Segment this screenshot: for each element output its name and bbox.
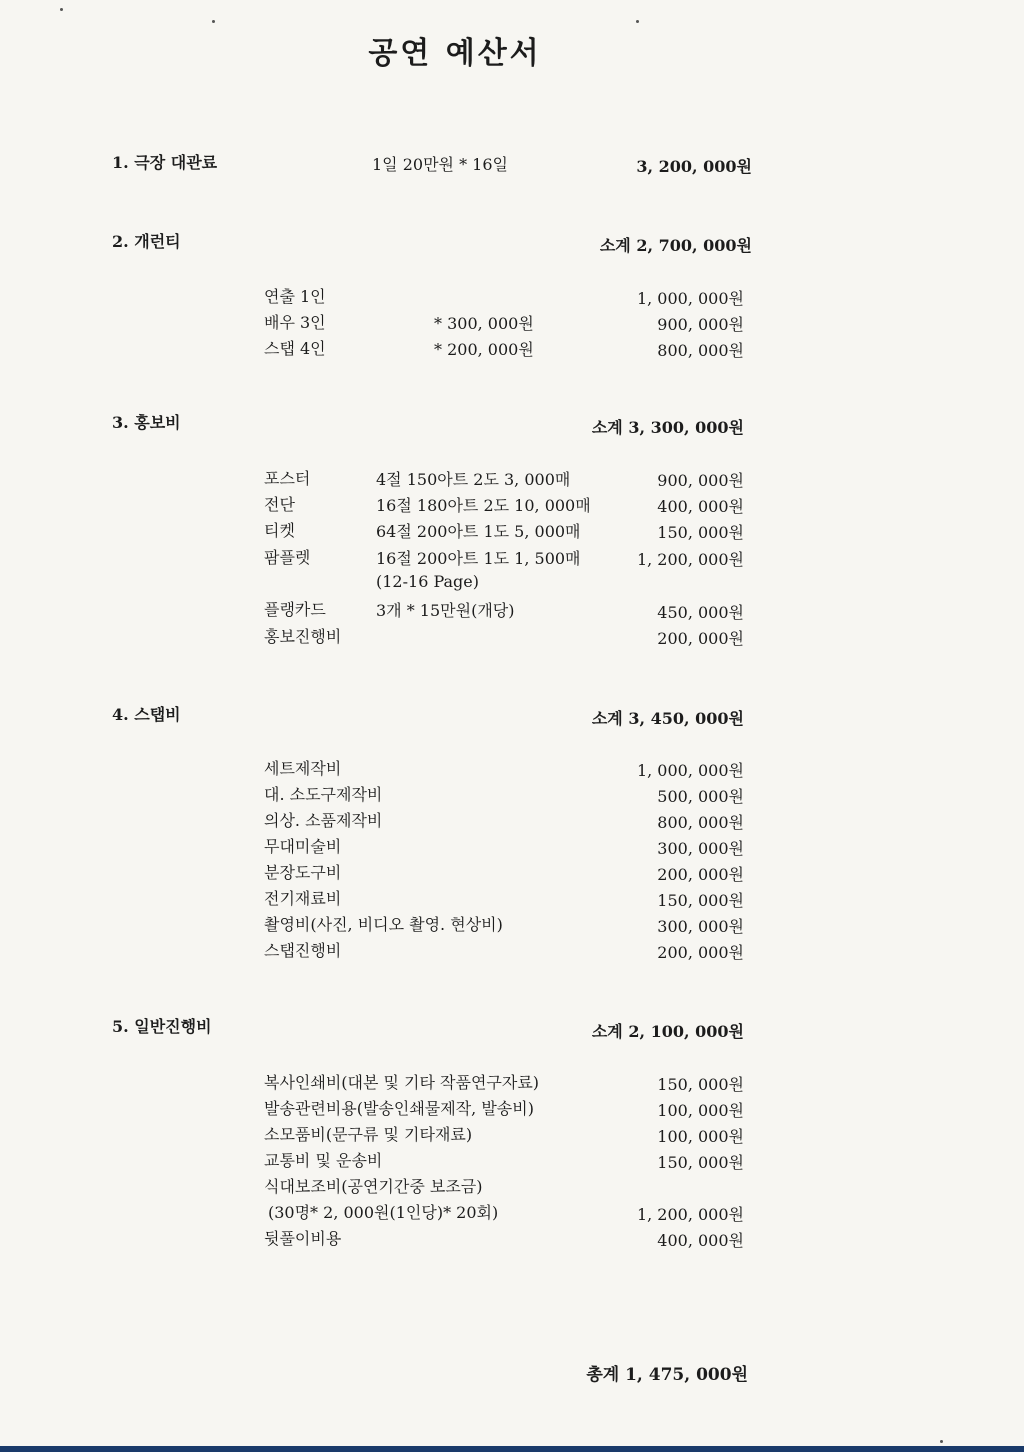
item-amount: 900, 000원	[657, 471, 744, 490]
section-4-label: 4. 스탭비	[112, 705, 181, 724]
item-name: 전단	[264, 495, 295, 514]
item-name: 포스터	[264, 469, 311, 488]
item-name: 홍보진행비	[264, 627, 342, 646]
section-3-total: 소계 3, 300, 000원	[591, 418, 744, 437]
item-amount: 1, 200, 000원	[636, 550, 744, 569]
section-4-total: 소계 3, 450, 000원	[591, 709, 744, 728]
item-name: 플랭카드	[264, 600, 326, 619]
scan-speck	[940, 1440, 943, 1443]
scan-speck	[212, 20, 215, 23]
item-detail: 3개 * 15만원(개당)	[376, 601, 515, 620]
item-amount: 200, 000원	[657, 629, 744, 648]
item-amount: 900, 000원	[657, 315, 744, 334]
item-name: 팜플렛	[264, 548, 311, 567]
section-2-total: 소계 2, 700, 000원	[599, 236, 752, 255]
section-2-label: 2. 개런티	[112, 232, 181, 251]
item-amount: 800, 000원	[657, 341, 744, 360]
item-amount: 1, 000, 000원	[636, 289, 744, 308]
item-name: 교통비 및 운송비	[264, 1151, 383, 1170]
item-name: 식대보조비(공연기간중 보조금)	[264, 1177, 483, 1196]
item-name: 연출 1인	[264, 287, 326, 306]
item-detail: 4절 150아트 2도 3, 000매	[376, 470, 571, 489]
item-name: 분장도구비	[264, 863, 342, 882]
section-1-total: 3, 200, 000원	[636, 157, 752, 176]
item-amount: 200, 000원	[657, 865, 744, 884]
item-name: (30명* 2, 000원(1인당)* 20회)	[268, 1203, 499, 1222]
item-name: 전기재료비	[264, 889, 342, 908]
item-amount: 450, 000원	[657, 603, 744, 622]
item-amount: 300, 000원	[657, 917, 744, 936]
item-name: 무대미술비	[264, 837, 342, 856]
item-name: 뒷풀이비용	[264, 1229, 342, 1248]
item-detail: 16절 180아트 2도 10, 000매	[376, 496, 591, 515]
item-amount: 150, 000원	[657, 523, 744, 542]
item-amount: 1, 200, 000원	[636, 1205, 744, 1224]
scan-speck	[60, 8, 63, 11]
item-name: 스탭 4인	[264, 339, 326, 358]
item-amount: 150, 000원	[657, 1153, 744, 1172]
item-amount: 400, 000원	[657, 1231, 744, 1250]
item-amount: 150, 000원	[657, 1075, 744, 1094]
item-amount: 100, 000원	[657, 1101, 744, 1120]
item-detail: * 200, 000원	[434, 340, 534, 359]
scan-speck	[636, 20, 639, 23]
section-1-detail: 1일 20만원 * 16일	[372, 155, 508, 174]
item-amount: 1, 000, 000원	[636, 761, 744, 780]
grand-total: 총계 1, 475, 000원	[586, 1365, 748, 1385]
item-amount: 150, 000원	[657, 891, 744, 910]
item-name: 세트제작비	[264, 759, 342, 778]
section-5-total: 소계 2, 100, 000원	[591, 1022, 744, 1041]
item-detail: (12-16 Page)	[376, 572, 479, 591]
section-5-label: 5. 일반진행비	[112, 1017, 212, 1036]
item-amount: 800, 000원	[657, 813, 744, 832]
item-amount: 100, 000원	[657, 1127, 744, 1146]
item-name: 복사인쇄비(대본 및 기타 작품연구자료)	[264, 1073, 540, 1092]
item-name: 소모품비(문구류 및 기타재료)	[264, 1125, 473, 1144]
item-detail: * 300, 000원	[434, 314, 534, 333]
item-name: 배우 3인	[264, 313, 326, 332]
item-detail: 64절 200아트 1도 5, 000매	[376, 522, 581, 541]
item-name: 의상. 소품제작비	[264, 811, 383, 830]
item-name: 티켓	[264, 521, 295, 540]
scan-edge-bar	[0, 1446, 1024, 1452]
item-amount: 400, 000원	[657, 497, 744, 516]
item-detail: 16절 200아트 1도 1, 500매	[376, 549, 581, 568]
item-name: 대. 소도구제작비	[264, 785, 383, 804]
document-title: 공연 예산서	[368, 36, 542, 71]
item-amount: 200, 000원	[657, 943, 744, 962]
item-name: 촬영비(사진, 비디오 촬영. 현상비)	[264, 915, 503, 934]
item-amount: 500, 000원	[657, 787, 744, 806]
section-3-label: 3. 홍보비	[112, 413, 181, 432]
section-1-label: 1. 극장 대관료	[112, 153, 218, 172]
item-amount: 300, 000원	[657, 839, 744, 858]
item-name: 발송관련비용(발송인쇄물제작, 발송비)	[264, 1099, 534, 1118]
item-name: 스탭진행비	[264, 941, 342, 960]
